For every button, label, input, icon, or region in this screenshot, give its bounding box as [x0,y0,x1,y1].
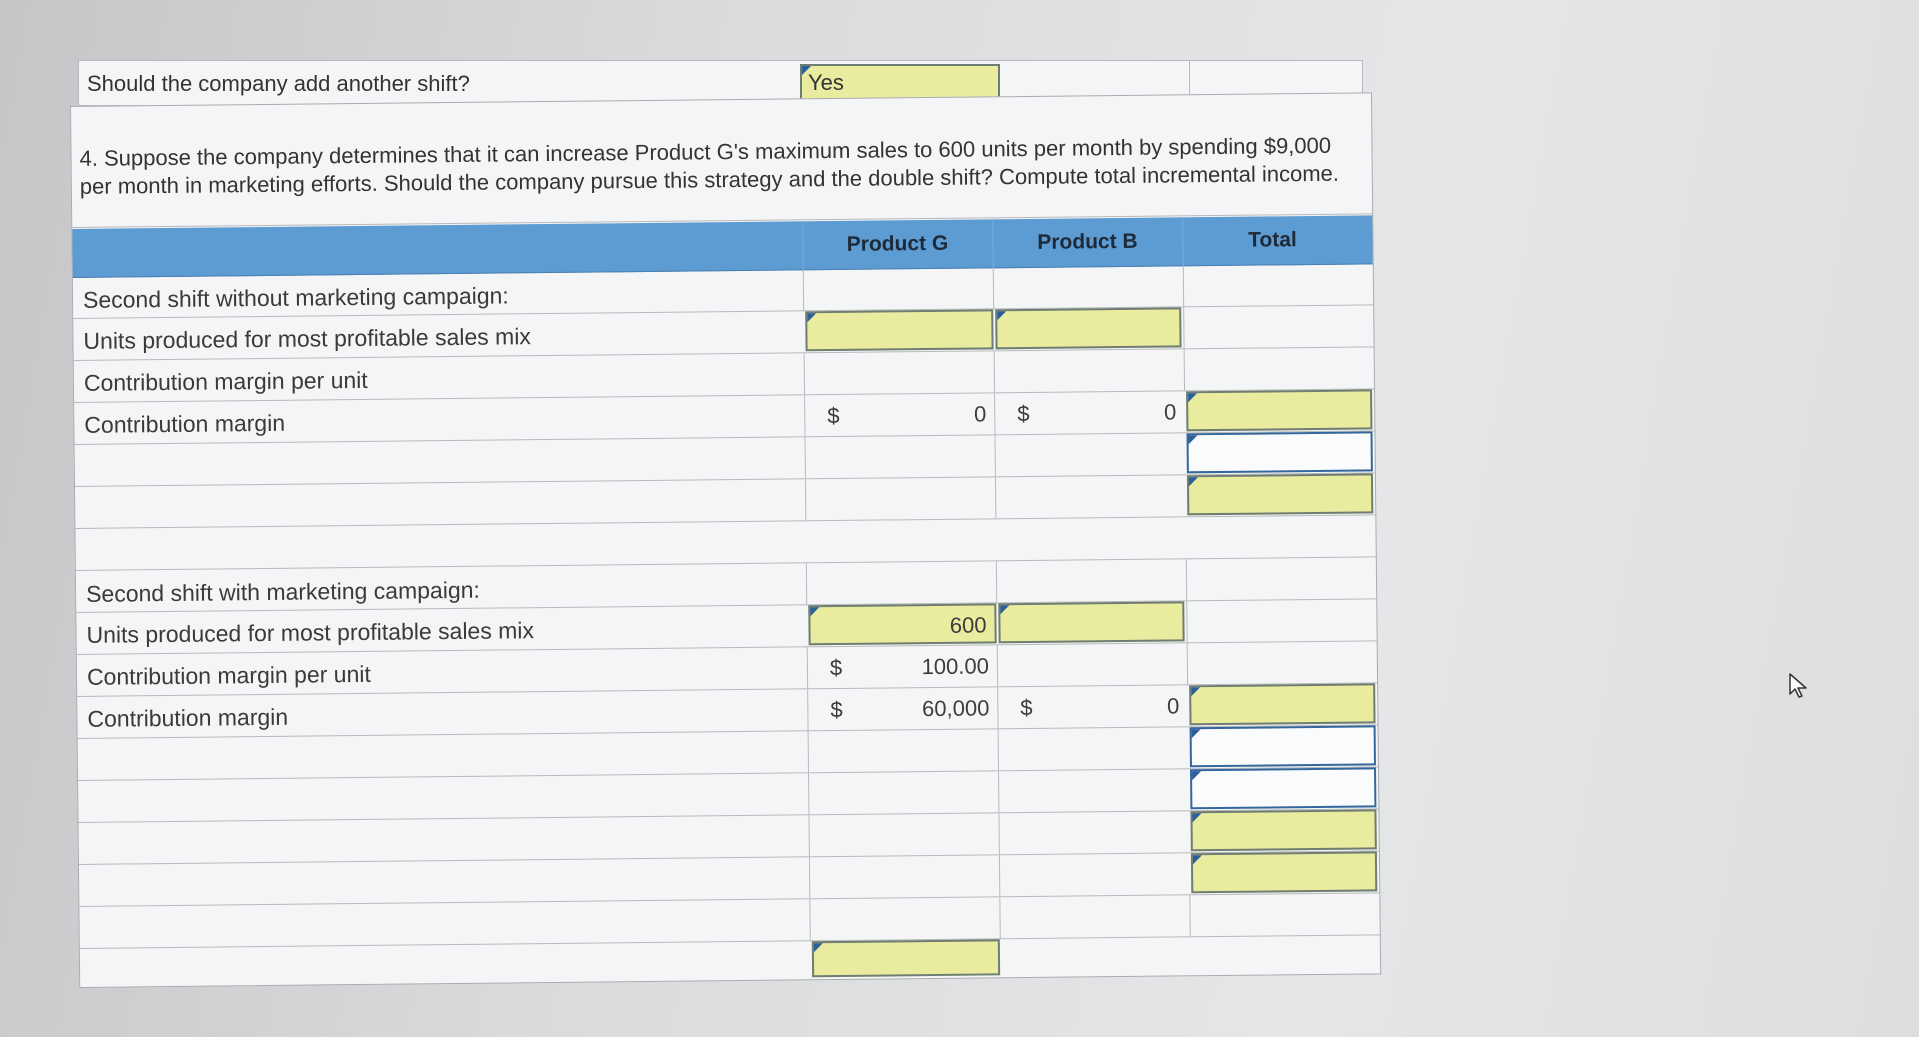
cell [996,559,1186,602]
without-campaign-b-cm-cell [994,391,1184,434]
cell [804,351,994,394]
currency-sign: $ [1020,694,1033,721]
cell [808,771,998,814]
header-product-b: Product B [1037,229,1138,254]
cell [999,853,1189,896]
without-campaign-heading: Second shift without marketing campaign: [82,282,509,313]
with-campaign-cm-label: Contribution margin [87,703,289,732]
cell [998,769,1188,812]
currency-sign: $ [1017,400,1030,427]
cell [995,475,1185,518]
cell [806,561,996,604]
with-campaign-g-cm-per-unit-value: 100.00 [921,653,990,680]
with-campaign-total-input-2[interactable] [1190,725,1376,767]
without-campaign-cm-label: Contribution margin [84,409,286,438]
cell [999,895,1189,938]
cell [805,477,995,520]
question3-prompt: Should the company add another shift? [87,71,470,96]
without-campaign-cm-per-unit-label: Contribution margin per unit [83,366,368,396]
currency-sign: $ [829,654,843,681]
without-campaign-total-cm-input[interactable] [1186,389,1372,431]
without-campaign-units-label: Units produced for most profitable sales mix [83,323,531,354]
with-campaign-g-cm-per-unit-cell [807,645,997,688]
with-campaign-b-cm-value: 0 [1166,693,1180,719]
without-campaign-g-cm-value: 0 [973,401,987,427]
without-campaign-total-input-3[interactable] [1187,473,1373,515]
question4-block [71,93,1372,228]
with-campaign-total-input-4[interactable] [1190,809,1376,851]
cell [1189,893,1379,936]
cell [997,643,1187,686]
cell [994,433,1184,476]
cell [1183,263,1373,306]
cell [803,267,993,310]
cell [1184,347,1374,390]
with-campaign-b-cm-cell [997,685,1187,728]
with-campaign-total-cm-input[interactable] [1189,683,1375,725]
cell [1186,557,1376,600]
with-campaign-b-units-input[interactable] [998,601,1184,643]
question4-prompt: 4. Suppose the company determines that it can increase Product G's maximum sales to 600 units per month by spending $9,000 per month in marketing efforts. Should the company pursue this strategy and the double shift? Compute total incremental income. [79,132,1340,199]
mouse-cursor-icon [1788,672,1810,698]
with-campaign-total-input-5[interactable] [1191,851,1377,893]
add-shift-answer-value: Yes [808,70,844,95]
cell [805,435,995,478]
cell [808,813,998,856]
currency-sign: $ [830,696,843,723]
cell [998,811,1188,854]
with-campaign-g-extra-input[interactable] [812,939,1000,977]
header-product-g: Product G [846,231,949,256]
with-campaign-cm-per-unit-label: Contribution margin per unit [86,660,371,690]
without-campaign-total-input-2[interactable] [1186,431,1372,473]
without-campaign-g-cm-cell [804,393,994,436]
header-total: Total [1248,228,1297,252]
cell [809,897,999,940]
without-campaign-b-cm-value: 0 [1163,399,1177,425]
currency-sign: $ [827,402,840,429]
with-campaign-units-label: Units produced for most profitable sales mix [86,617,535,648]
worksheet [70,92,1381,988]
cell [998,727,1188,770]
with-campaign-g-cm-value: 60,000 [921,695,990,722]
without-campaign-g-units-input[interactable] [805,309,993,351]
with-campaign-total-input-3[interactable] [1190,767,1376,809]
cell [808,729,998,772]
with-campaign-heading: Second shift with marketing campaign: [85,576,480,607]
cell [809,855,999,898]
with-campaign-g-units-value: 600 [949,612,987,638]
cell [1186,599,1376,642]
cell [1183,305,1373,348]
cell [1187,641,1377,684]
cell [993,265,1183,308]
cell [994,349,1184,392]
without-campaign-b-units-input[interactable] [995,307,1181,349]
with-campaign-g-cm-cell [807,687,997,730]
with-campaign-g-units-input[interactable] [808,603,996,645]
